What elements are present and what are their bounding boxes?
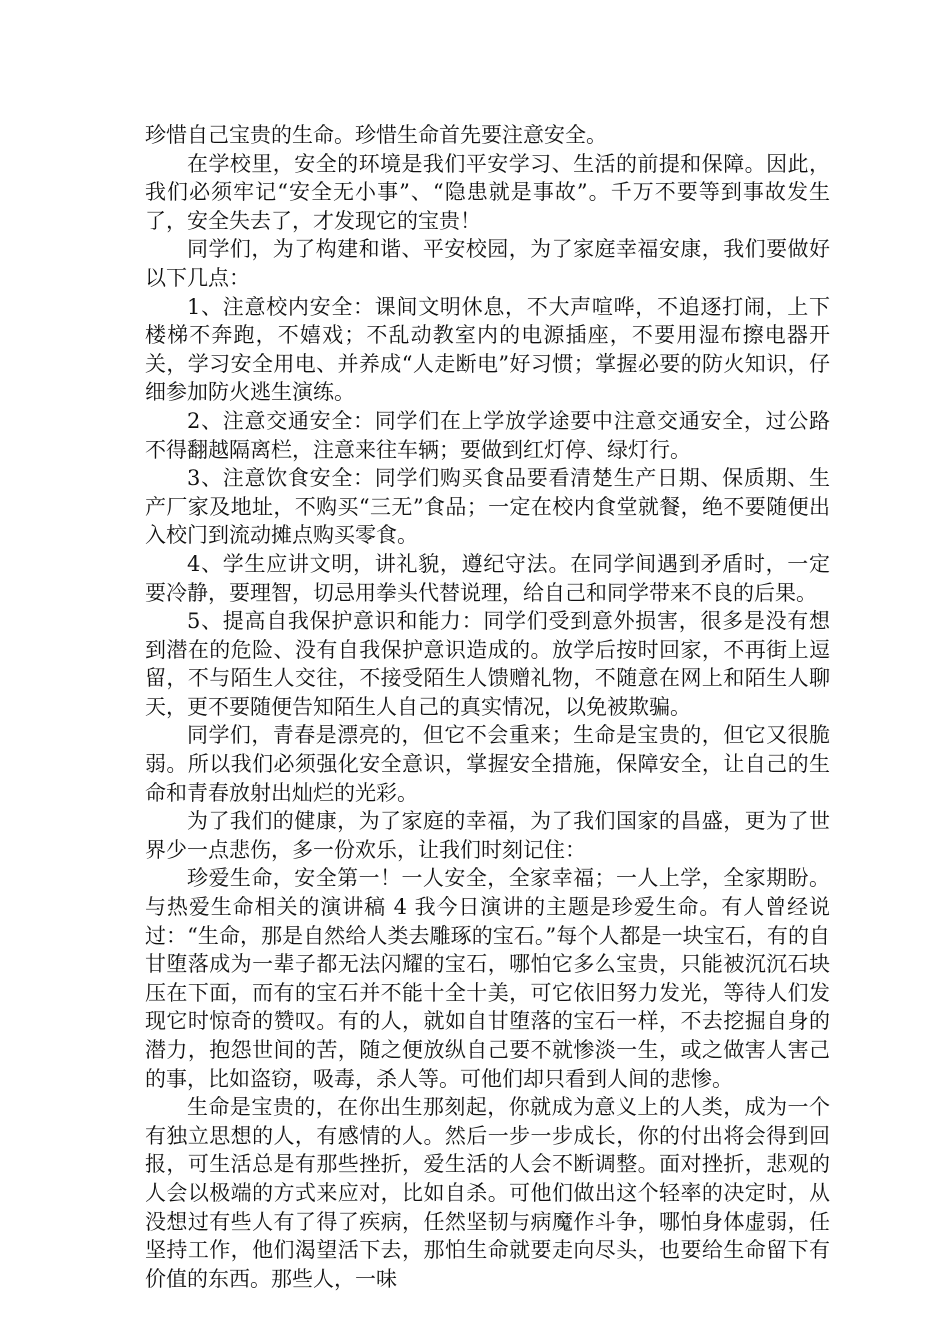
paragraph: 5、提高自我保护意识和能力：同学们受到意外损害，很多是没有想到潜在的危险、没有自我保护意识造成的。放学后按时回家，不再街上逗留，不与陌生人交往，不接受陌生人馈赠礼物，不随意在网上和陌生人聊天，更不要随便告知陌生人自己的真实情况，以免被欺骗。 <box>145 609 830 719</box>
paragraph: 3、注意饮食安全：同学们购买食品要看清楚生产日期、保质期、生产厂家及地址，不购买“三无”食品；一定在校内食堂就餐，绝不要随便出入校门到流动摊点购买零食。 <box>145 466 830 548</box>
paragraph: 同学们，青春是漂亮的，但它不会重来；生命是宝贵的，但它又很脆弱。所以我们必须强化安全意识，掌握安全措施，保障安全，让自己的生命和青春放射出灿烂的光彩。 <box>145 723 830 805</box>
paragraph: 4、学生应讲文明，讲礼貌，遵纪守法。在同学间遇到矛盾时，一定要冷静，要理智，切忌用拳头代替说理，给自己和同学带来不良的后果。 <box>145 551 830 605</box>
paragraph: 同学们，为了构建和谐、平安校园，为了家庭幸福安康，我们要做好以下几点： <box>145 237 830 290</box>
paragraph: 1、注意校内安全：课间文明休息，不大声喧哗，不追逐打闹，上下楼梯不奔跑，不嬉戏；不乱动教室内的电源插座，不要用湿布擦电器开关，学习安全用电、并养成“人走断电”好习惯；掌握必要的防火知识，仔细参加防火逃生演练。 <box>145 294 830 405</box>
paragraph: 为了我们的健康，为了家庭的幸福，为了我们国家的昌盛，更为了世界少一点悲伤，多一份欢乐，让我们时刻记住： <box>145 809 830 862</box>
document-body <box>145 121 830 1293</box>
paragraph: 珍惜自己宝贵的生命。珍惜生命首先要注意安全。 <box>145 123 607 147</box>
paragraph: 在学校里，安全的环境是我们平安学习、生活的前提和保障。因此，我们必须牢记“安全无小事”、“隐患就是事故”。千万不要等到事故发生了，安全失去了，才发现它的宝贵！ <box>145 151 830 233</box>
paragraph: 2、注意交通安全：同学们在上学放学途要中注意交通安全，过公路不得翻越隔离栏，注意来往车辆；要做到红灯停、绿灯行。 <box>145 408 830 462</box>
paragraph: 生命是宝贵的，在你出生那刻起，你就成为意义上的人类，成为一个有独立思想的人，有感情的人。然后一步一步成长，你的付出将会得到回报，可生活总是有那些挫折，爱生活的人会不断调整。面对挫折，悲观的人会以极端的方式来应对，比如自杀。可他们做出这个轻率的决定时，从没想过有些人有了得了疾病，任然坚韧与病魔作斗争，哪怕身体虚弱，任坚持工作，他们渴望活下去，那怕生命就要走向尽头，也要给生命留下有价值的东西。那些人，一味 <box>145 1095 830 1291</box>
paragraph: 珍爱生命，安全第一！一人安全，全家幸福；一人上学，全家期盼。与热爱生命相关的演讲稿 4 我今日演讲的主题是珍爱生命。有人曾经说过：“生命，那是自然给人类去雕琢的宝石。”每个人都是一块宝石，有的自甘堕落成为一辈子都无法闪耀的宝石，哪怕它多么宝贵，只能被沉沉石块压在下面，而有的宝石并不能十全十美，可它依旧努力发光，等待人们发现它时惊奇的赞叹。有的人，就如自甘堕落的宝石一样，不去挖掘自身的潜力，抱怨世间的苦，随之便放纵自己要不就惨淡一生，或之做害人害己的事，比如盗窃，吸毒，杀人等。可他们却只看到人间的悲惨。 <box>145 866 830 1091</box>
